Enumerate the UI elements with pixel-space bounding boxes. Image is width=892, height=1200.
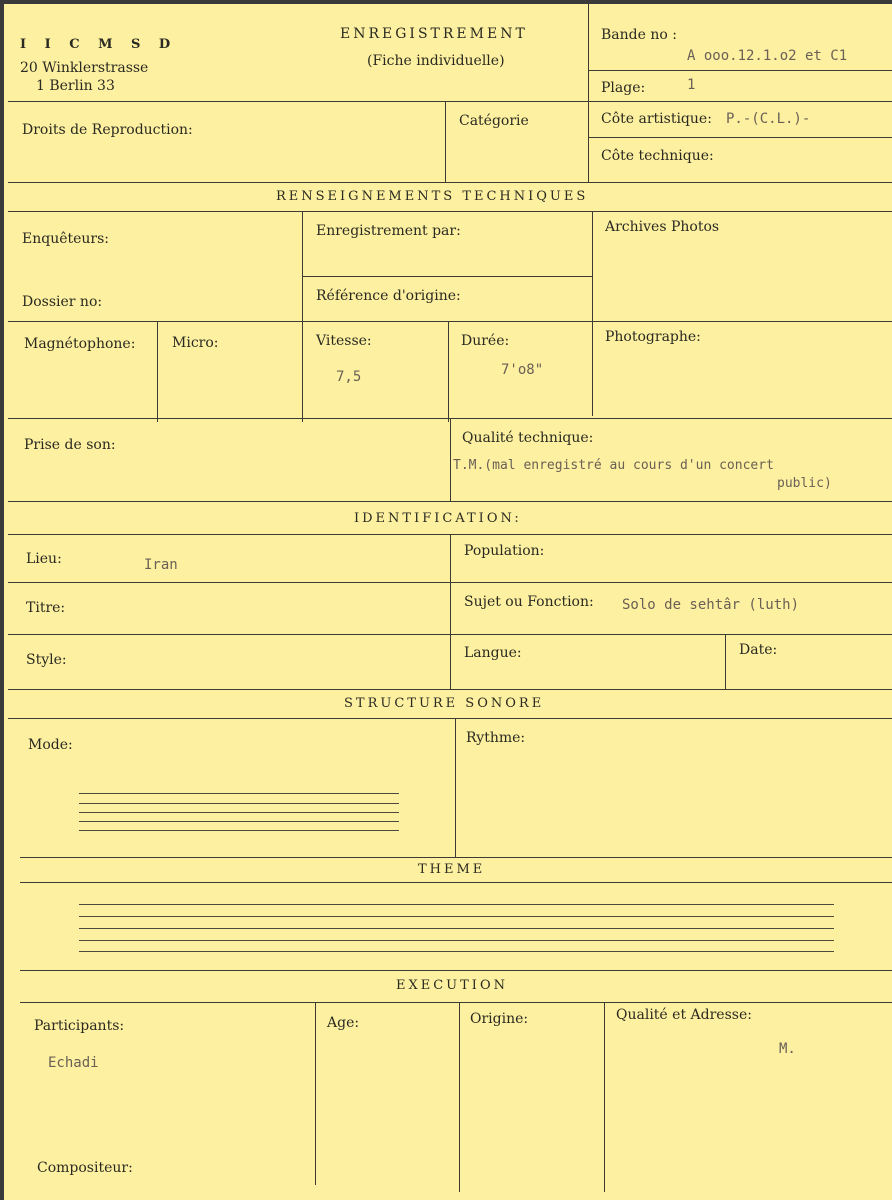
bande-label: Bande no : [601,27,677,43]
vitesse-value: 7,5 [336,369,362,385]
staff-line [79,812,399,813]
participants-value: Echadi [48,1055,99,1071]
archives-photos-label: Archives Photos [605,219,720,235]
divider [448,321,449,422]
divider [8,689,892,690]
cote-artistique-label: Côte artistique: [601,111,712,127]
enqueteurs-label: Enquêteurs: [22,231,110,247]
section-heading-identification: IDENTIFICATION: [354,511,522,526]
staff-line [79,793,399,794]
sujet-value: Solo de sehtâr (luth) [622,597,800,613]
divider [8,501,892,502]
divider [302,211,303,422]
lieu-label: Lieu: [26,551,62,567]
micro-label: Micro: [172,335,219,351]
enregistrement-par-label: Enregistrement par: [316,223,461,239]
divider [8,582,892,583]
divider [8,634,892,635]
org-city: 1 Berlin 33 [36,78,115,94]
divider [459,1002,460,1192]
duree-label: Durée: [461,333,510,349]
divider [20,857,892,858]
divider [20,882,892,883]
sujet-label: Sujet ou Fonction: [464,594,594,610]
rythme-label: Rythme: [466,730,526,746]
vitesse-label: Vitesse: [316,333,372,349]
divider [450,534,451,689]
staff-line [79,951,834,952]
section-heading-execution: EXECUTION [396,978,508,993]
langue-label: Langue: [464,645,522,661]
reference-label: Référence d'origine: [316,288,461,304]
origine-label: Origine: [470,1011,529,1027]
cote-artistique-value: P.-(C.L.)- [726,111,811,127]
qualite-technique-value: T.M.(mal enregistré au cours d'un concert [453,458,774,473]
org-street: 20 Winklerstrasse [20,60,149,76]
bande-value: A ooo.12.1.o2 et C1 [687,48,848,64]
org-logo: I I C M S D [20,37,178,52]
divider [725,634,726,689]
plage-label: Plage: [601,80,646,96]
qualite-technique-label: Qualité technique: [462,430,594,446]
compositeur-label: Compositeur: [37,1160,133,1176]
date-label: Date: [739,642,778,658]
magnetophone-label: Magnétophone: [24,336,136,352]
participants-label: Participants: [34,1018,125,1034]
staff-line [79,830,399,831]
mode-label: Mode: [28,737,73,753]
form-subtitle: (Fiche individuelle) [367,53,505,69]
divider [20,1002,892,1003]
divider [8,321,892,322]
section-heading-theme: THEME [418,862,486,877]
divider [604,1002,605,1192]
divider [588,70,892,71]
categorie-label: Catégorie [459,113,529,129]
staff-line [79,916,834,917]
divider [8,718,892,719]
style-label: Style: [26,652,67,668]
prise-de-son-label: Prise de son: [24,437,116,453]
divider [8,211,892,212]
divider [445,101,446,182]
age-label: Age: [327,1015,360,1031]
recording-card [4,4,892,1200]
population-label: Population: [464,543,545,559]
plage-value: 1 [687,77,696,93]
divider [592,211,593,416]
staff-line [79,904,834,905]
divider [450,418,451,501]
divider [8,182,892,183]
qualite-technique-value-cont: public) [777,476,832,491]
photographe-label: Photographe: [605,329,701,345]
qualite-adresse-value: M. [779,1041,796,1057]
lieu-value: Iran [144,557,178,573]
titre-label: Titre: [26,600,66,616]
staff-line [79,821,399,822]
section-heading-structure-sonore: STRUCTURE SONORE [344,696,545,711]
cote-technique-label: Côte technique: [601,148,714,164]
droits-label: Droits de Reproduction: [22,122,193,138]
dossier-label: Dossier no: [22,294,103,310]
divider [8,101,892,102]
staff-line [79,928,834,929]
divider [588,137,892,138]
divider [302,276,592,277]
duree-value: 7'o8" [501,362,544,378]
staff-line [79,940,834,941]
divider [455,718,456,857]
staff-line [79,803,399,804]
divider [588,4,589,182]
divider [20,970,892,971]
section-heading-renseignements: RENSEIGNEMENTS TECHNIQUES [276,189,589,204]
divider [157,321,158,422]
divider [315,1002,316,1185]
form-title: ENREGISTREMENT [340,26,528,42]
qualite-adresse-label: Qualité et Adresse: [616,1007,752,1023]
